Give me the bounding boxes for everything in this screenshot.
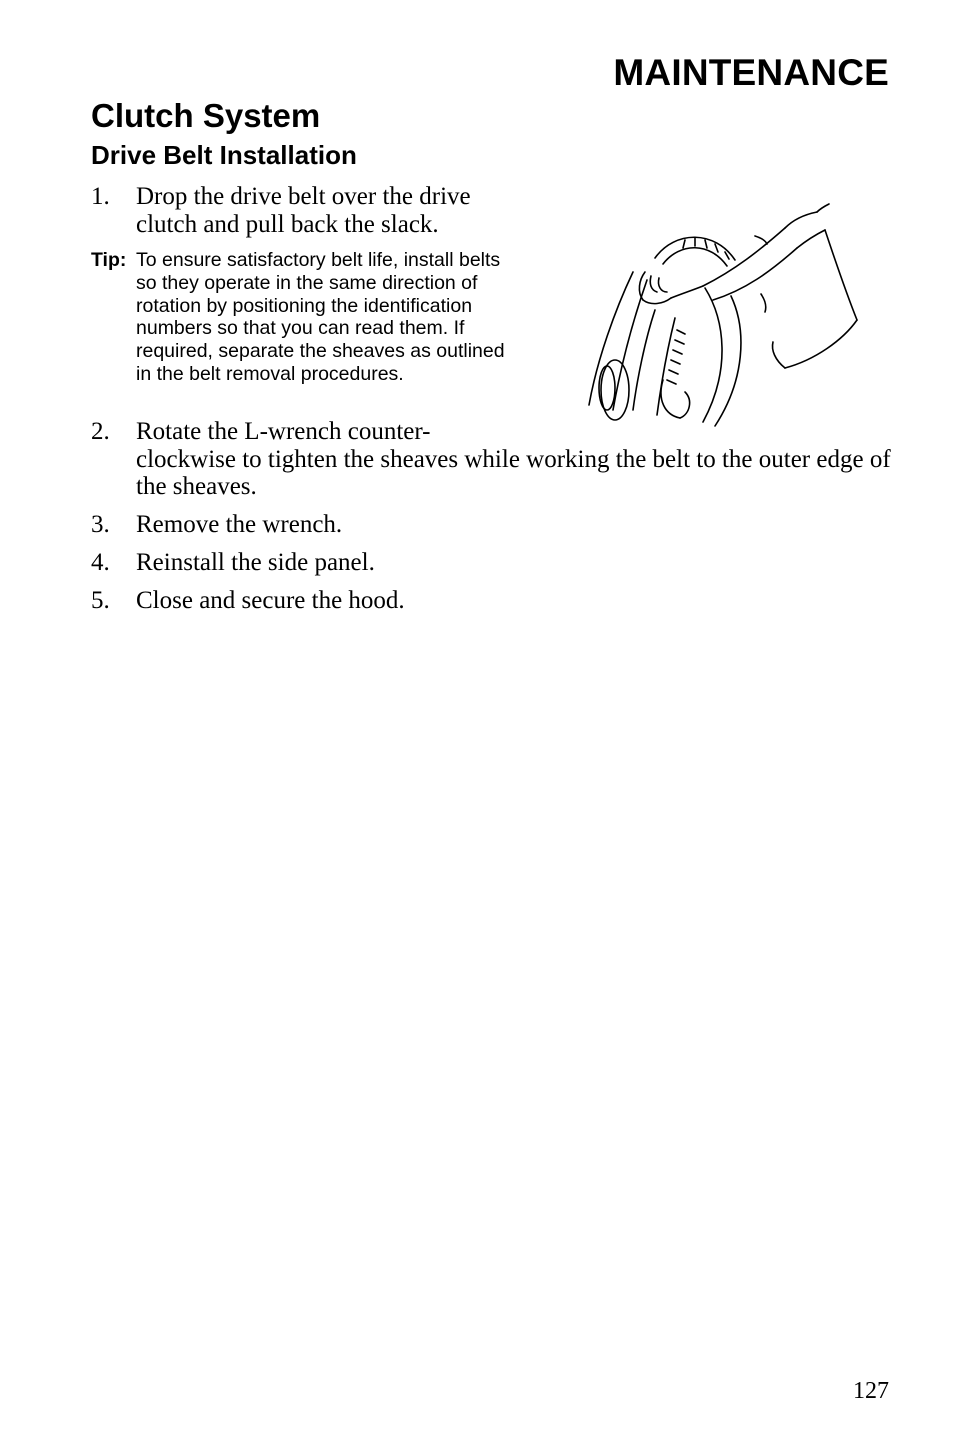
step-number: 5. <box>91 587 110 614</box>
step-1 <box>91 183 521 238</box>
section-title: Clutch System <box>91 97 321 134</box>
tip-label: Tip: <box>91 249 127 271</box>
step-text: Remove the wrench. <box>136 511 343 538</box>
step-number: 2. <box>91 418 110 445</box>
step-5 <box>91 587 891 615</box>
step-text: Reinstall the side panel. <box>136 549 375 576</box>
page-number: 127 <box>853 1378 889 1404</box>
step-text-line-1: Rotate the L-wrench counter- <box>136 418 431 445</box>
tip-note <box>91 249 521 386</box>
step-3 <box>91 511 891 539</box>
drive-belt-installation-illustration <box>585 200 865 428</box>
step-number: 3. <box>91 511 110 538</box>
step-text: Close and secure the hood. <box>136 587 405 614</box>
step-text: Drop the drive belt over the drive clutch and pull back the slack. <box>136 183 471 238</box>
step-number: 4. <box>91 549 110 576</box>
tip-text: To ensure satisfactory belt life, install belts so they operate in the same direction of rotation by positioning the identification numbers so that you can read them. If required, separate the sheaves as outlined in the belt removal procedures. <box>136 249 505 385</box>
step-text: clockwise to tighten the sheaves while working the belt to the outer edge of the sheaves. <box>136 445 891 500</box>
step-number: 1. <box>91 183 110 210</box>
step-2 <box>91 418 891 501</box>
step-4 <box>91 549 891 577</box>
section-subtitle: Drive Belt Installation <box>91 140 357 170</box>
chapter-heading: MAINTENANCE <box>613 52 889 93</box>
